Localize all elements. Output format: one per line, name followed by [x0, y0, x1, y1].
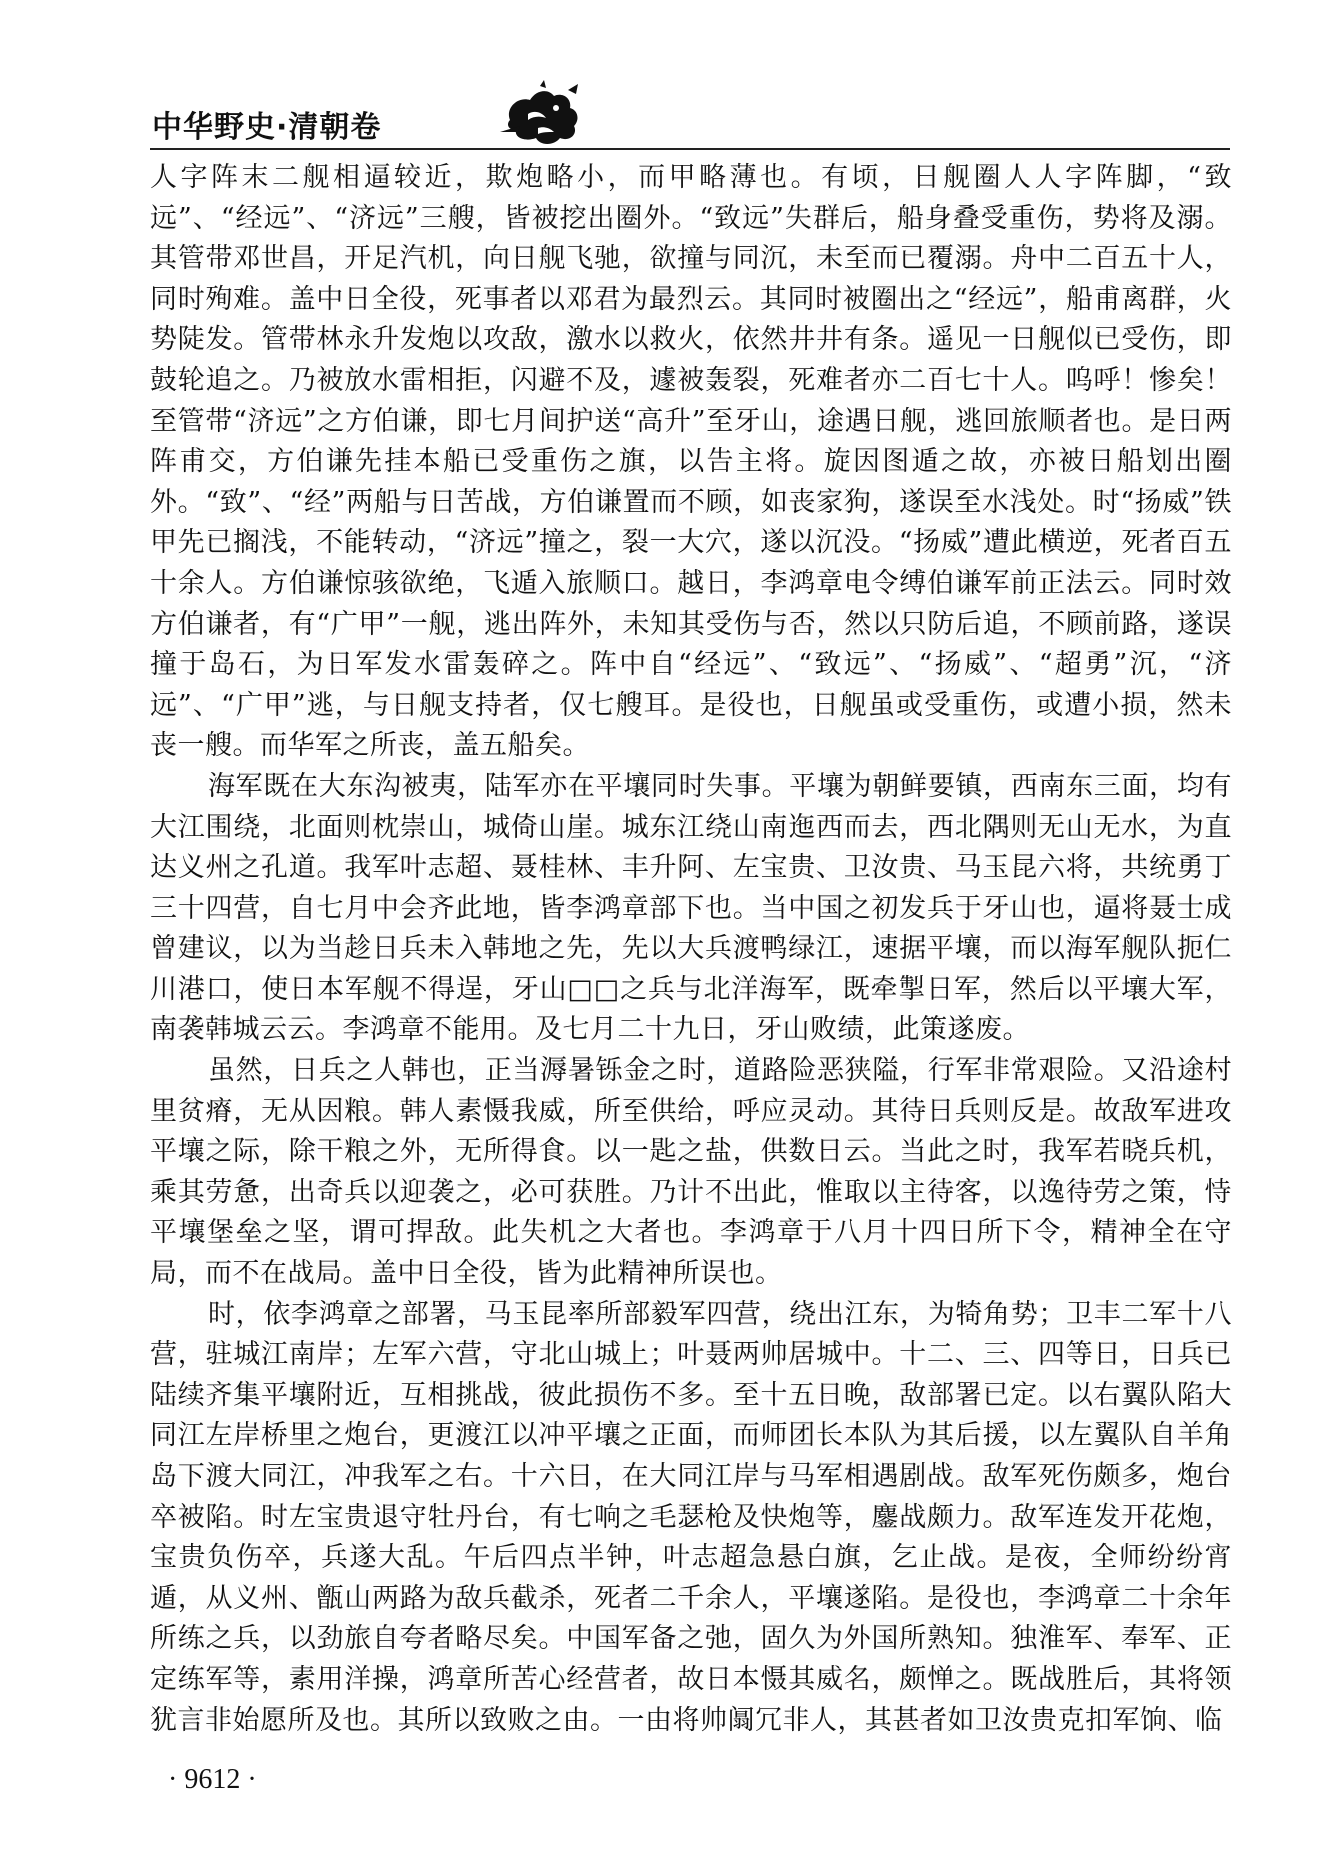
header-rule: [150, 148, 1230, 150]
dragon-emblem-icon: [490, 80, 590, 150]
paragraph: 时，依李鸿章之部署，马玉昆率所部毅军四营，绕出江东，为犄角势；卫丰二军十八营，驻城江南岸；左军六营，守北山城上；叶聂两帅居城中。十二、三、四等日，日兵已陆续齐集平壤附近，互相挑战，彼此损伤不多。至十五日晚，敌部署已定。以右翼队陷大同江左岸桥里之炮台，更渡江以冲平壤之正面，而师团长本队为其后援，以左翼队自羊角岛下渡大同江，冲我军之右。十六日，在大同江岸与马军相遇剧战。敌军死伤颇多，炮台卒被陷。时左宝贵退守牡丹台，有七响之毛瑟枪及快炮等，鏖战颇力。敌军连发开花炮，宝贵负伤卒，兵遂大乱。午后四点半钟，叶志超急悬白旗，乞止战。是夜，全师纷纷宵遁，从义州、甑山两路为敌兵截杀，死者二千余人，平壤遂陷。是役也，李鸿章二十余年所练之兵，以劲旅自夸者略尽矣。中国军备之弛，固久为外国所熟知。独淮军、奉军、正定练军等，素用洋操，鸿章所苦心经营者，故日本慑其威名，颇惮之。既战胜后，其将领犹言非始愿所及也。其所以致败之由。一由将帅阘冗非人，其甚者如卫汝贵克扣军饷、临: [150, 1298, 1232, 1736]
paragraph: 虽然，日兵之人韩也，正当溽暑铄金之时，道路险恶狭隘，行军非常艰险。又沿途村里贫瘠，无从因粮。韩人素慑我威，所至供给，呼应灵动。其待日兵则反是。故敌军进攻平壤之际，除干粮之外，无所得食。以一匙之盐，供数日云。当此之时，我军若晓兵机，乘其劳惫，出奇兵以迎袭之，必可获胜。乃计不出此，惟取以主待客，以逸待劳之策，恃平壤堡垒之坚，谓可捍敌。此失机之大者也。李鸿章于八月十四日所下令，精神全在守局，而不在战局。盖中日全役，皆为此精神所误也。: [150, 1055, 1232, 1290]
paragraph: 人字阵末二舰相逼较近，欺炮略小，而甲略薄也。有顷，日舰圈人人字阵脚，“致远”、“经远”、“济远”三艘，皆被挖出圈外。“致远”失群后，船身叠受重伤，势将及溺。其管带邓世昌，开足汽机，向日舰飞驰，欲撞与同沉，未至而已覆溺。舟中二百五十人，同时殉难。盖中日全役，死事者以邓君为最烈云。其同时被圈出之“经远”，船甫离群，火势陡发。管带林永升发炮以攻敌，激水以救火，依然井井有条。遥见一日舰似已受伤，即鼓轮追之。乃被放水雷相拒，闪避不及，遽被轰裂，死难者亦二百七十人。呜呼！惨矣！至管带“济远”之方伯谦，即七月间护送“高升”至牙山，途遇日舰，逃回旅顺者也。是日两阵甫交，方伯谦先挂本船已受重伤之旗，以告主将。旋因图遁之故，亦被日船划出圈外。“致”、“经”两船与日苦战，方伯谦置而不顾，如丧家狗，遂误至水浅处。时“扬威”铁甲先已搁浅，不能转动，“济远”撞之，裂一大穴，遂以沉没。“扬威”遭此横逆，死者百五十余人。方伯谦惊骇欲绝，飞遁入旅顺口。越日，李鸿章电令缚伯谦军前正法云。同时效方伯谦者，有“广甲”一舰，逃出阵外，未知其受伤与否，然以只防后追，不顾前路，遂误撞于岛石，为日军发水雷轰碎之。阵中自“经远”、“致远”、“扬威”、“超勇”沉，“济远”、“广甲”逃，与日舰支持者，仅七艘耳。是役也，日舰虽或受重伤，或遭小损，然未丧一艘。而华军之所丧，盖五船矣。: [150, 162, 1232, 762]
page-number: · 9612 ·: [168, 1764, 257, 1795]
book-title: 中华野史·清朝卷: [152, 110, 382, 145]
running-header: [150, 92, 1230, 152]
page-body: [150, 158, 1232, 1741]
paragraph: 海军既在大东沟被夷，陆军亦在平壤同时失事。平壤为朝鲜要镇，西南东三面，均有大江围绕，北面则枕崇山，城倚山崖。城东江绕山南迤西而去，西北隅则无山无水，为直达义州之孔道。我军叶志超、聂桂林、丰升阿、左宝贵、卫汝贵、马玉昆六将，共统勇丁三十四营，自七月中会齐此地，皆李鸿章部下也。当中国之初发兵于牙山也，逼将聂士成曾建议，以为当趁日兵未入韩地之先，先以大兵渡鸭绿江，速据平壤，而以海军舰队扼仁川港口，使日本军舰不得逞，牙山□□之兵与北洋海军，既牵掣日军，然后以平壤大军，南袭韩城云云。李鸿章不能用。及七月二十九日，牙山败绩，此策遂废。: [150, 770, 1232, 1046]
